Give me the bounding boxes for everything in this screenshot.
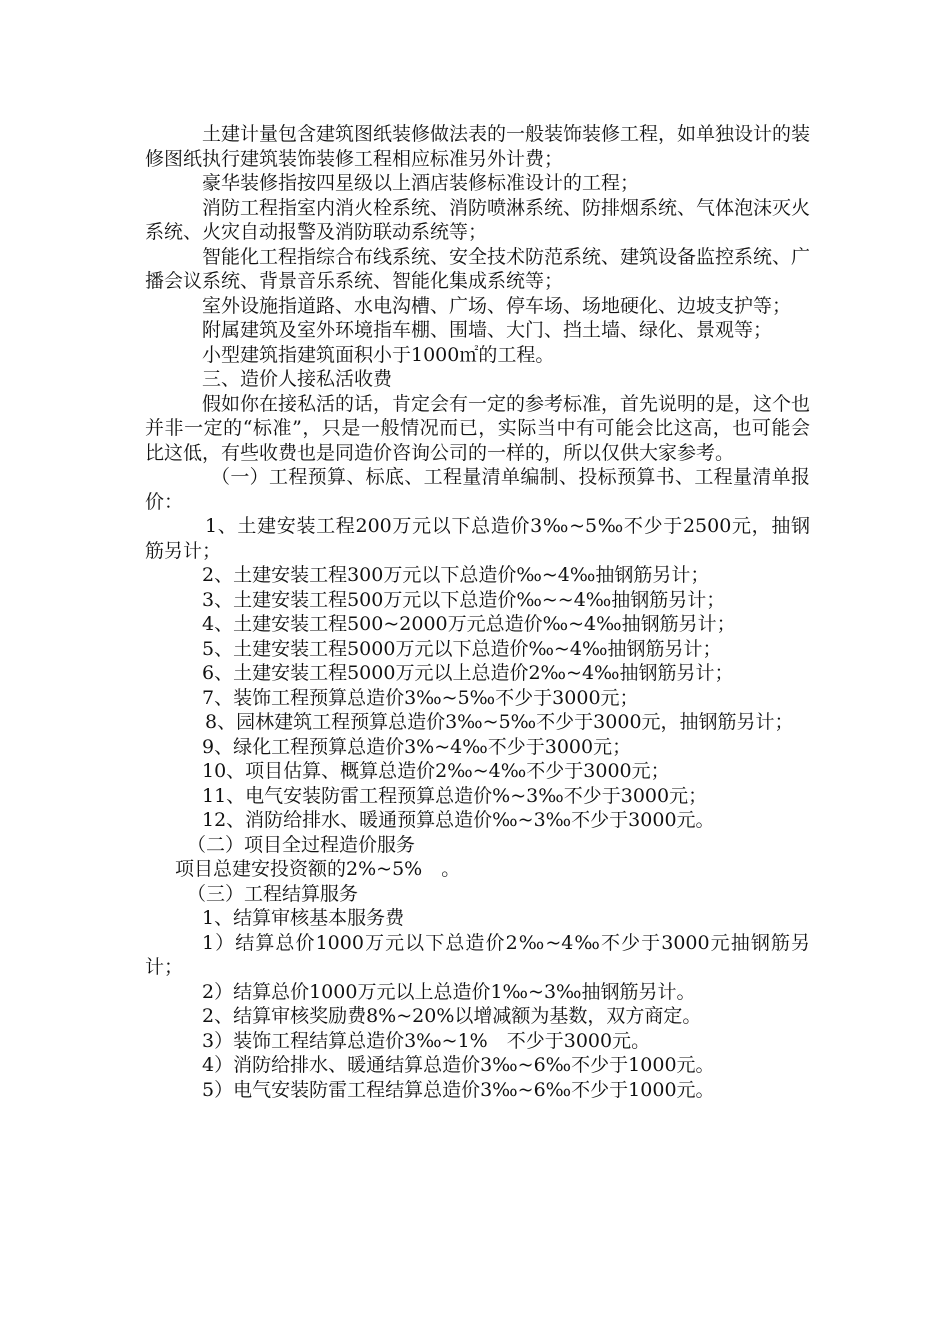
list-item: 2、结算审核奖励费8%~20%以增减额为基数，双方商定。 (202, 1005, 702, 1027)
paragraph-intelligent-systems: 智能化工程指综合布线系统、安全技术防范系统、建筑设备监控系统、广播会议系统、背景音乐系统、智能化集成系统等； (145, 245, 811, 292)
list-item: 3、土建安装工程500万元以下总造价‰~~4‰抽钢筋另计； (202, 588, 726, 611)
list-item: 4、土建安装工程500~2000万元总造价‰~4‰抽钢筋另计； (202, 613, 736, 635)
section-heading-private-work-fees: 三、造价人接私活收费 (202, 368, 393, 390)
paragraph-intro-note: 假如你在接私活的话，肯定会有一定的参考标准，首先说明的是，这个也并非一定的“标准”，只是一般情况而已，实际当中有可能会比这高，也可能会比这低，有些收费也是同造价咨询公司的一样的，所以仅供大家参考。 (145, 392, 811, 464)
paragraph-small-buildings: 小型建筑指建筑面积小于1000㎡的工程。 (202, 343, 555, 366)
list-item: 1、土建安装工程200万元以下总造价3‰~5‰不少于2500元，抽钢筋另计； (145, 515, 810, 562)
paragraph-full-process-fee: 项目总建安投资额的2%~5% 。 (175, 858, 461, 880)
document-body (145, 122, 810, 1102)
list-item: 11、电气安装防雷工程预算总造价%~3‰不少于3000元； (202, 784, 708, 807)
list-item: 5）电气安装防雷工程结算总造价3‰~6‰不少于1000元。 (202, 1078, 715, 1101)
list-item: 2、土建安装工程300万元以下总造价‰~4‰抽钢筋另计； (202, 564, 710, 586)
list-item: 7、装饰工程预算总造价3‰~5‰不少于3000元； (202, 686, 639, 709)
list-item: 10、项目估算、概算总造价2‰~4‰不少于3000元； (202, 760, 670, 782)
list-item: 1、结算审核基本服务费 (202, 907, 405, 929)
list-item: 12、消防给排水、暖通预算总造价‰~3‰不少于3000元。 (202, 809, 715, 831)
paragraph-fire-protection: 消防工程指室内消火栓系统、消防喷淋系统、防排烟系统、气体泡沫灭火系统、火灾自动报警及消防联动系统等； (145, 196, 811, 243)
subsection-heading-full-process: （二）项目全过程造价服务 (187, 833, 416, 856)
list-item: 6、土建安装工程5000万元以上总造价2‰~4‰抽钢筋另计； (202, 662, 734, 684)
paragraph-luxury-decoration: 豪华装修指按四星级以上酒店装修标准设计的工程； (202, 172, 640, 194)
paragraph-ancillary-buildings: 附属建筑及室外环境指车棚、围墙、大门、挡土墙、绿化、景观等； (202, 319, 773, 341)
paragraph-scope-definition: 土建计量包含建筑图纸装修做法表的一般装饰装修工程，如单独设计的装修图纸执行建筑装饰装修工程相应标准另外计费； (145, 123, 811, 170)
list-item: 8、园林建筑工程预算总造价3‰~5‰不少于3000元，抽钢筋另计； (205, 711, 794, 733)
list-item: 4）消防给排水、暖通结算总造价3‰~6‰不少于1000元。 (202, 1054, 715, 1076)
subsection-heading-settlement: （三）工程结算服务 (187, 882, 359, 905)
paragraph-outdoor-facilities: 室外设施指道路、水电沟槽、广场、停车场、场地硬化、边坡支护等； (202, 294, 792, 317)
list-item: 1）结算总价1000万元以下总造价2‰~4‰不少于3000元抽钢筋另计； (145, 931, 810, 978)
list-item: 9、绿化工程预算总造价3%~4‰不少于3000元； (202, 735, 632, 758)
list-item: 5、土建安装工程5000万元以下总造价‰~4‰抽钢筋另计； (202, 637, 722, 660)
list-item: 2）结算总价1000万元以上总造价1‰~3‰抽钢筋另计。 (202, 980, 696, 1003)
subsection-heading-budget: （一）工程预算、标底、工程量清单编制、投标预算书、工程量清单报价： (145, 466, 810, 513)
list-item: 3）装饰工程结算总造价3‰~1% 不少于3000元。 (202, 1029, 651, 1052)
